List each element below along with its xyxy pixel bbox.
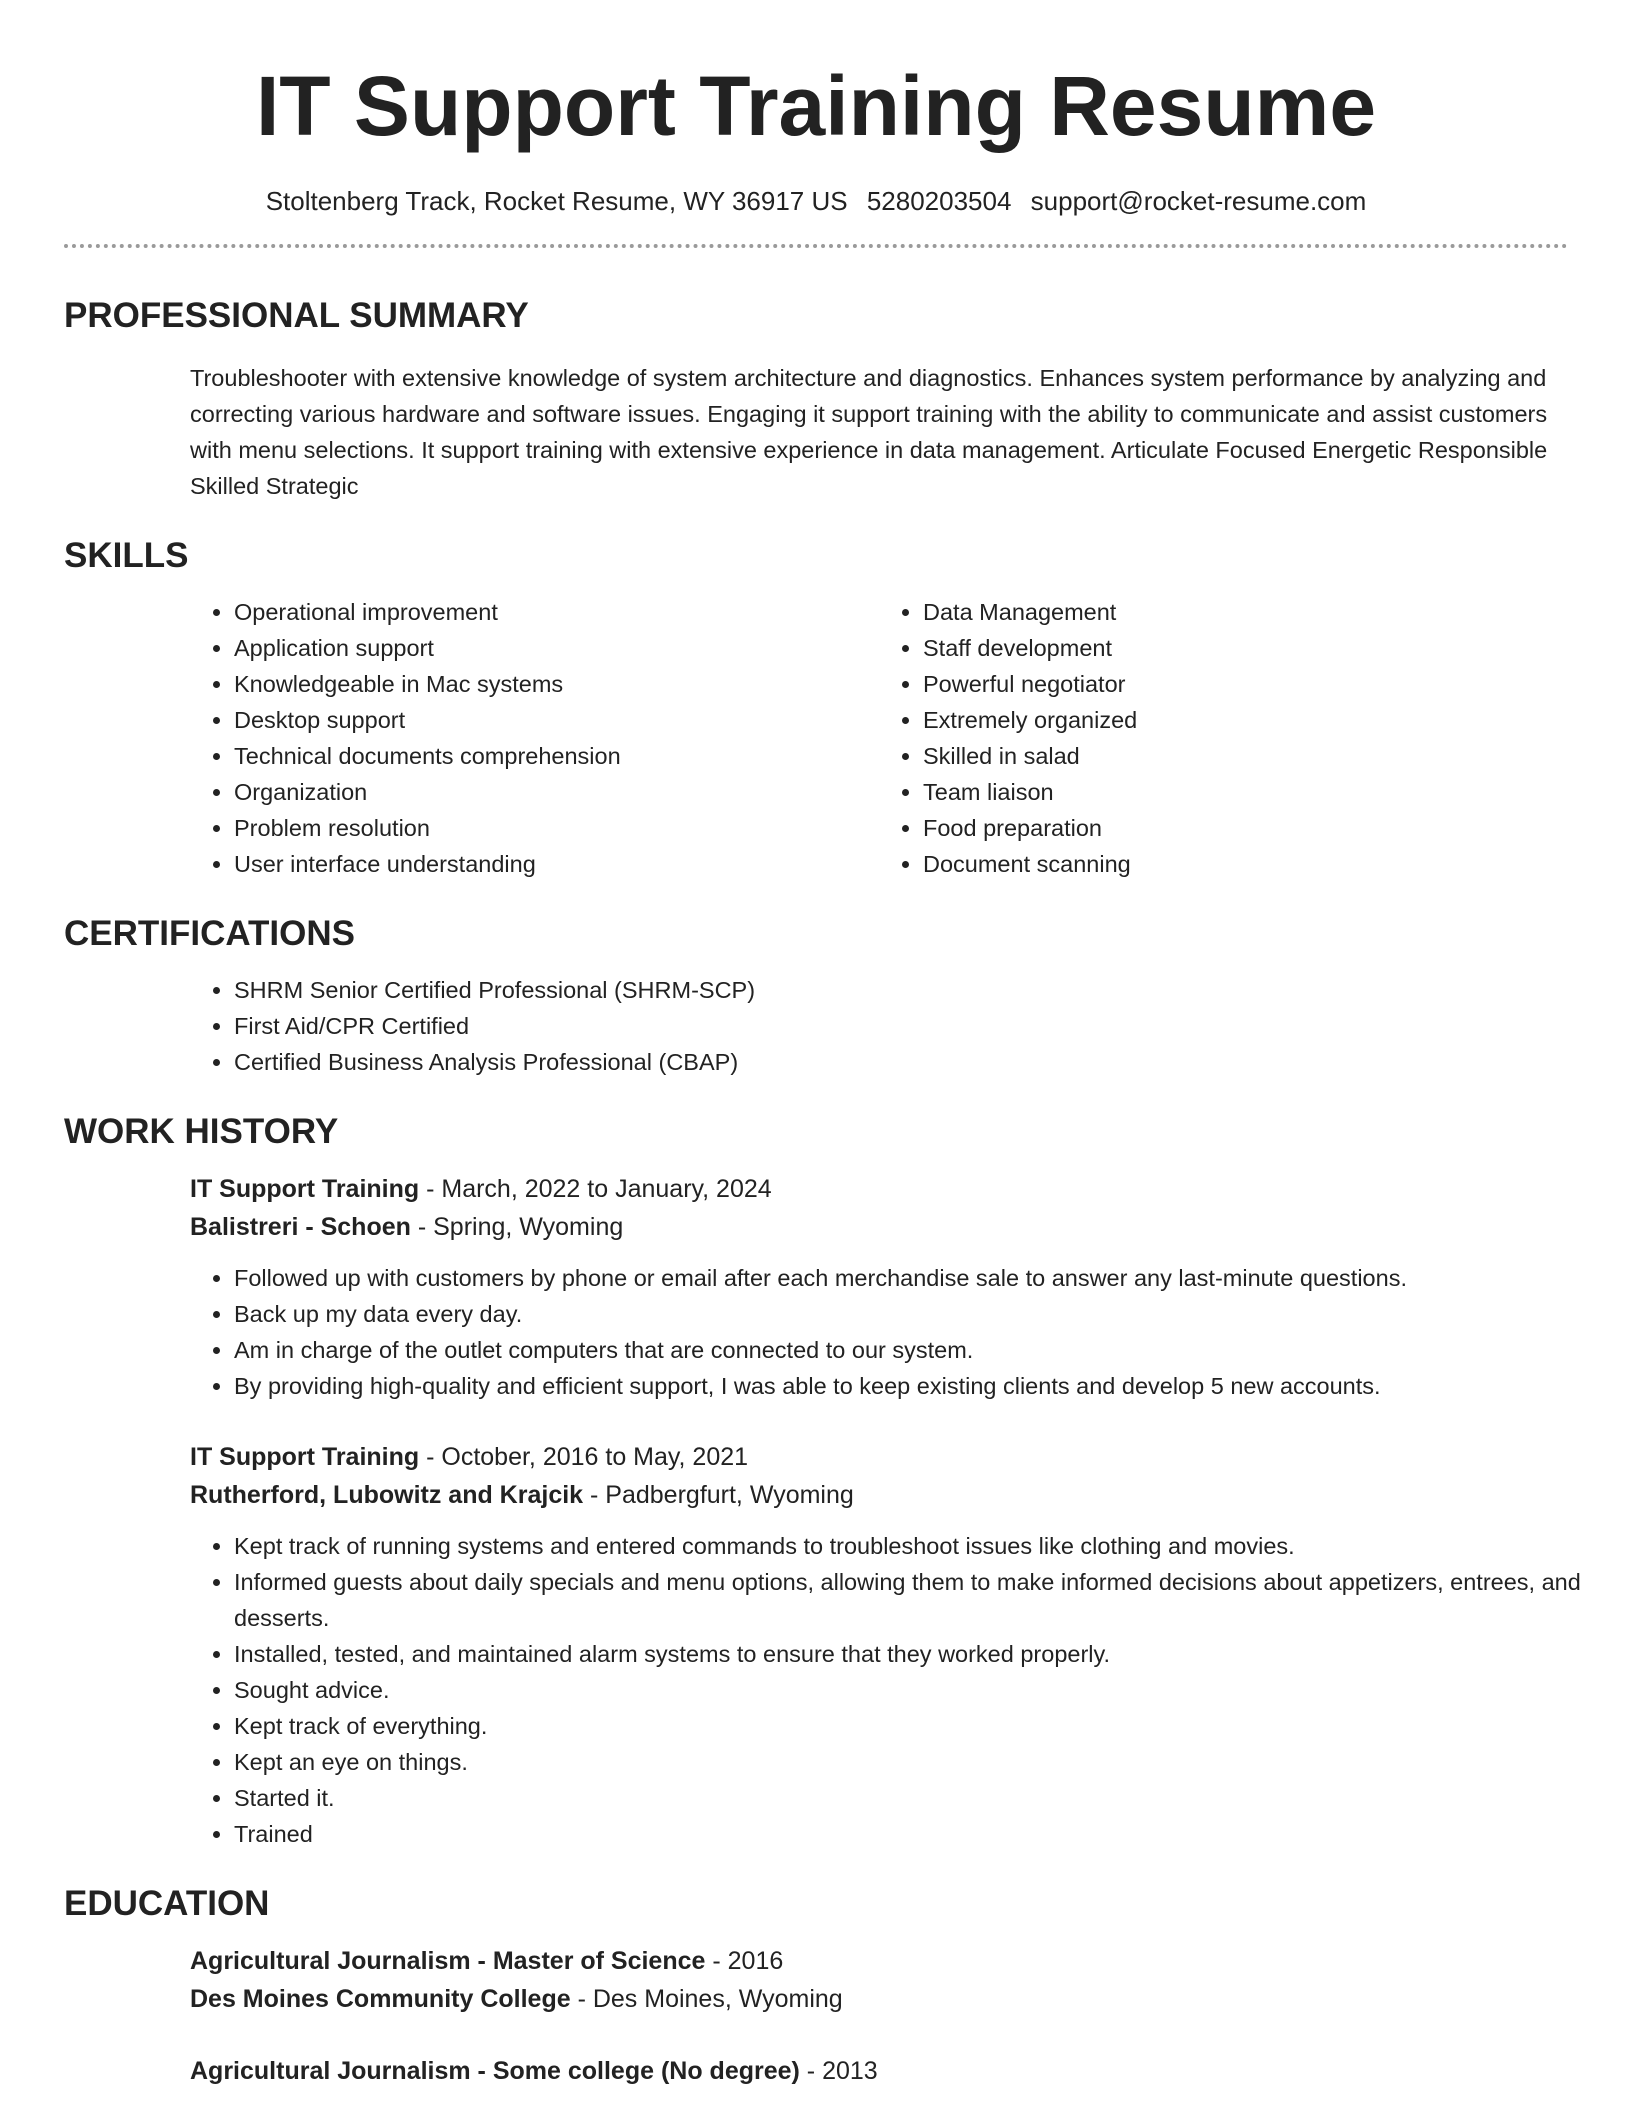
education-entry [190,1942,1568,2018]
job-bullet: • Am in charge of the outlet computers that are connected to our system. [234,1332,1624,1368]
education-school-line [190,1980,1568,2018]
summary-heading: PROFESSIONAL SUMMARY [64,296,529,335]
education-school: Des Moines Community College [190,1985,571,2013]
skill-item: • User interface understanding [234,846,879,882]
skill-item: • Desktop support [234,702,879,738]
certifications-heading: CERTIFICATIONS [64,914,356,953]
job-entry [190,1170,1568,1404]
skill-item: • Powerful negotiator [923,666,1568,702]
skill-item: • Food preparation [923,810,1568,846]
certification-item: • SHRM Senior Certified Professional (SHRM-SCP) [234,972,1568,1008]
job-title-line [190,1170,1568,1208]
job-location: - Spring, Wyoming [410,1213,624,1241]
skill-item: • Extremely organized [923,702,1568,738]
education-year: - 2013 [799,2057,878,2085]
skills-columns [190,594,1568,882]
certifications-list [190,972,1568,1080]
education-degree-line [190,1942,1568,1980]
skill-item: • Problem resolution [234,810,879,846]
skill-item: • Technical documents comprehension [234,738,879,774]
work-history-heading: WORK HISTORY [64,1112,339,1151]
skills-heading: SKILLS [64,536,189,575]
skill-item: • Data Management [923,594,1568,630]
education-heading: EDUCATION [64,1884,270,1923]
job-bullet: • Installed, tested, and maintained alarm systems to ensure that they worked properly. [234,1636,1624,1672]
skill-item: • Knowledgeable in Mac systems [234,666,879,702]
skill-item: • Skilled in salad [923,738,1568,774]
skill-item: • Organization [234,774,879,810]
job-bullet: • By providing high-quality and efficient support, I was able to keep existing clients and develop 5 new accounts. [234,1368,1624,1404]
job-dates: - October, 2016 to May, 2021 [419,1443,749,1471]
certification-item: • Certified Business Analysis Professional (CBAP) [234,1044,1568,1080]
job-bullets [190,1260,1624,1404]
job-bullet: • Kept track of everything. [234,1708,1624,1744]
job-bullet: • Sought advice. [234,1672,1624,1708]
job-title: IT Support Training [190,1175,420,1203]
job-company-line [190,1476,1568,1514]
job-dates: - March, 2022 to January, 2024 [419,1175,772,1203]
education-degree-line [190,2052,1568,2090]
skills-list-right [879,594,1568,882]
job-bullet: • Trained [234,1816,1624,1852]
job-company: Balistreri - Schoen [190,1213,411,1241]
job-title: IT Support Training [190,1443,420,1471]
education-degree: Agricultural Journalism - Master of Science [190,1947,706,1975]
header-divider [64,244,1568,248]
certification-item: • First Aid/CPR Certified [234,1008,1568,1044]
job-title-line [190,1438,1568,1476]
contact-phone: 5280203504 [866,186,1012,216]
contact-line [64,184,1568,218]
resume-title: IT Support Training Resume [255,59,1377,153]
skill-item: • Staff development [923,630,1568,666]
job-bullet: • Informed guests about daily specials and menu options, allowing them to make informed decisions about appetizers, entrees, and desserts. [234,1564,1624,1636]
job-entry [190,1438,1581,1852]
education-entry [190,2052,1568,2090]
contact-email: support@rocket-resume.com [1030,186,1367,216]
job-bullet: • Back up my data every day. [234,1296,1624,1332]
job-bullets [190,1528,1624,1852]
education-year: - 2016 [705,1947,784,1975]
job-company-line [190,1208,1568,1246]
skill-item: • Document scanning [923,846,1568,882]
skill-item: • Operational improvement [234,594,879,630]
education-location: - Des Moines, Wyoming [570,1985,843,2013]
job-bullet: • Kept track of running systems and entered commands to troubleshoot issues like clothing and movies. [234,1528,1624,1564]
job-bullet: • Started it. [234,1780,1624,1816]
job-location: - Padbergfurt, Wyoming [583,1481,854,1509]
contact-address: Stoltenberg Track, Rocket Resume, WY 36917 US [265,186,848,216]
job-company: Rutherford, Lubowitz and Krajcik [190,1481,584,1509]
job-bullet: • Kept an eye on things. [234,1744,1624,1780]
skill-item: • Application support [234,630,879,666]
skills-list-left [190,594,879,882]
summary-text: Troubleshooter with extensive knowledge of system architecture and diagnostics. Enhances system performance by analyzing and correcting various hardware and software issues. Engaging it support training with the ability to communicate and assist customers with menu selections. It support training with extensive experience in data management. Articulate Focused Energetic Responsible Skilled Strategic [190,365,1548,499]
skill-item: • Team liaison [923,774,1568,810]
job-bullet: • Followed up with customers by phone or email after each merchandise sale to answer any last-minute questions. [234,1260,1624,1296]
education-degree: Agricultural Journalism - Some college (No degree) [190,2057,800,2085]
